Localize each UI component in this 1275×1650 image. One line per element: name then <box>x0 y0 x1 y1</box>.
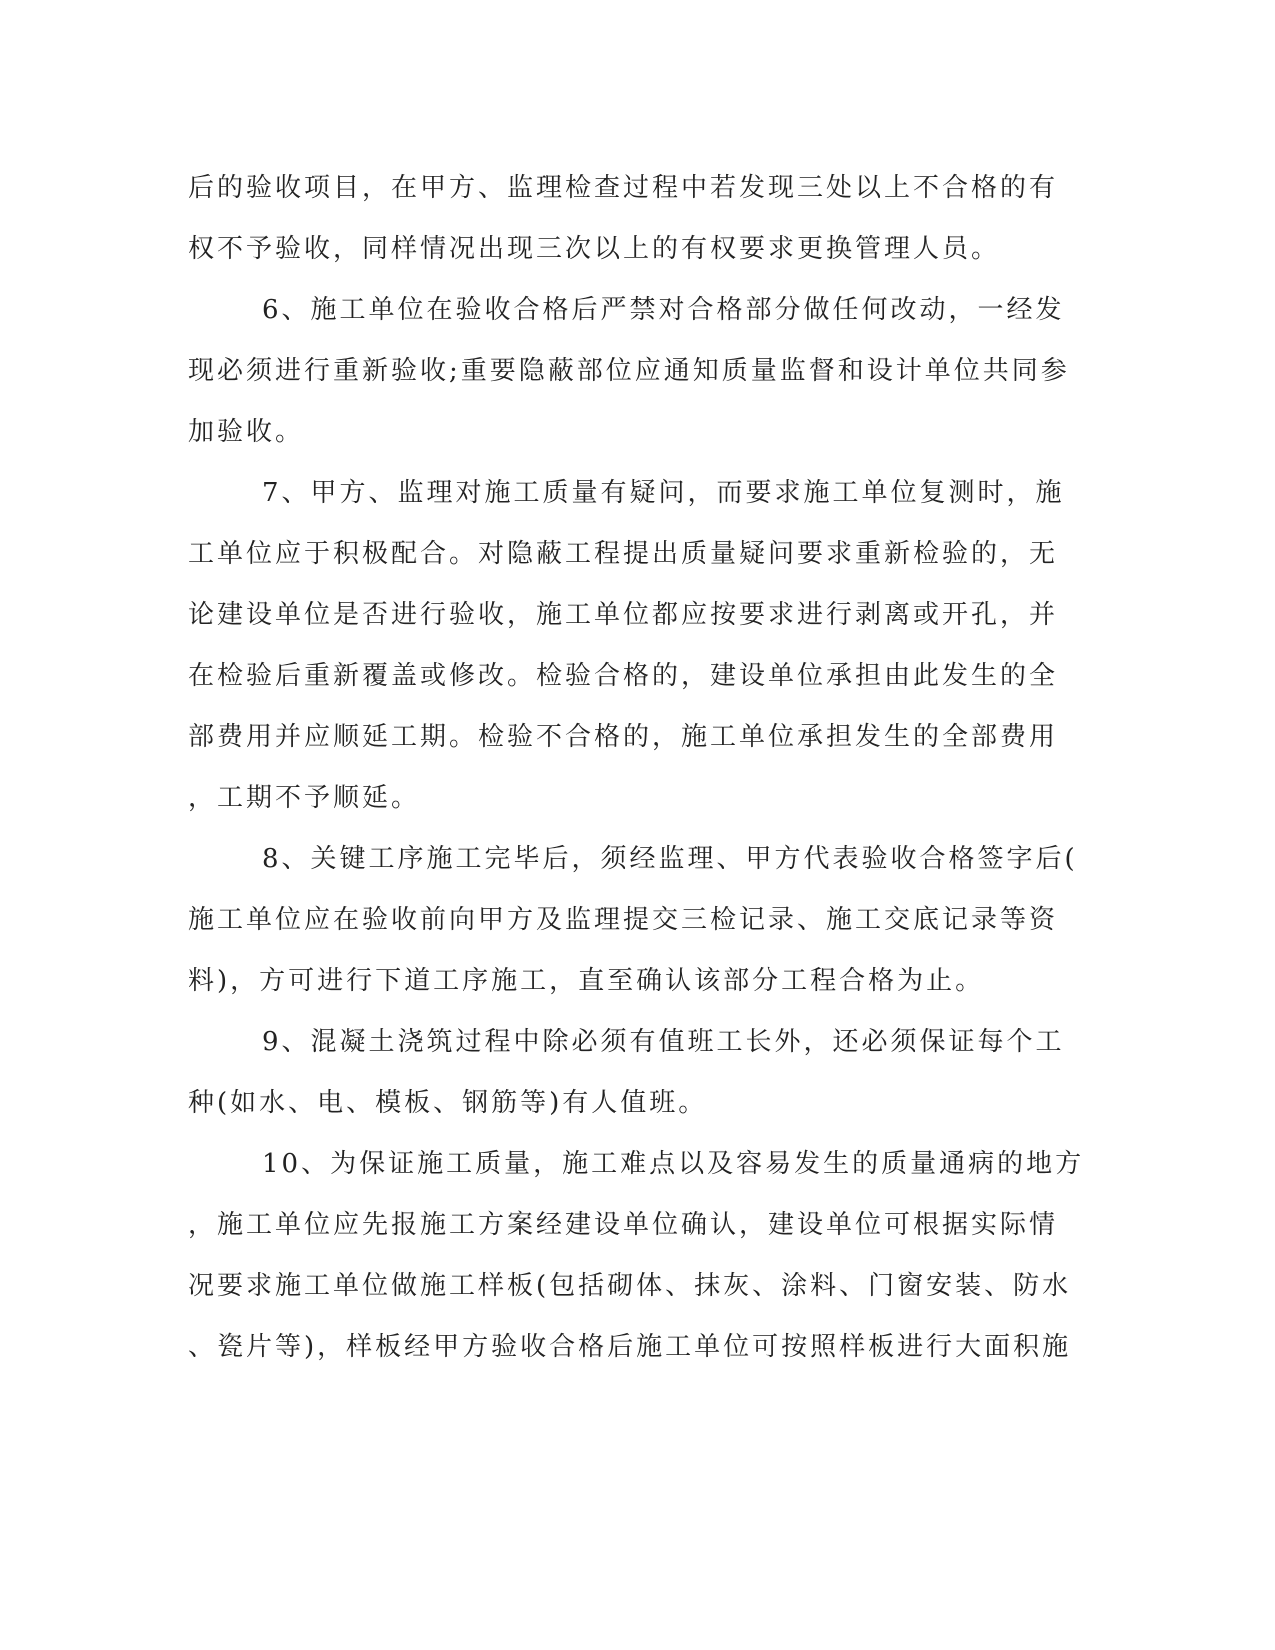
paragraph-start-line: 10、为保证施工质量，施工难点以及容易发生的质量通病的地方 <box>262 1149 1085 1179</box>
text-line: 部费用并应顺延工期。检验不合格的，施工单位承担发生的全部费用 <box>188 722 1059 752</box>
text-line: 料)，方可进行下道工序施工，直至确认该部分工程合格为止。 <box>188 966 985 996</box>
text-line: 工单位应于积极配合。对隐蔽工程提出质量疑问要求重新检验的，无 <box>188 539 1059 569</box>
text-line: 权不予验收，同样情况出现三次以上的有权要求更换管理人员。 <box>188 234 1001 264</box>
paragraph-start-line: 9、混凝土浇筑过程中除必须有值班工长外，还必须保证每个工 <box>262 1027 1065 1057</box>
text-line: 论建设单位是否进行验收，施工单位都应按要求进行剥离或开孔，并 <box>188 600 1059 630</box>
paragraph-start-line: 8、关键工序施工完毕后，须经监理、甲方代表验收合格签字后( <box>262 844 1078 874</box>
text-line: 、瓷片等)，样板经甲方验收合格后施工单位可按照样板进行大面积施 <box>188 1332 1072 1362</box>
paragraph-start-line: 6、施工单位在验收合格后严禁对合格部分做任何改动，一经发 <box>262 295 1065 325</box>
paragraph-start-line: 7、甲方、监理对施工质量有疑问，而要求施工单位复测时，施 <box>262 478 1065 508</box>
text-line: ，工期不予顺延。 <box>188 783 421 813</box>
text-line: 现必须进行重新验收;重要隐蔽部位应通知质量监督和设计单位共同参 <box>188 356 1070 386</box>
text-line: 种(如水、电、模板、钢筋等)有人值班。 <box>188 1088 708 1118</box>
text-line: 在检验后重新覆盖或修改。检验合格的，建设单位承担由此发生的全 <box>188 661 1059 691</box>
text-line: 况要求施工单位做施工样板(包括砌体、抹灰、涂料、门窗安装、防水 <box>188 1271 1072 1301</box>
text-line: 施工单位应在验收前向甲方及监理提交三检记录、施工交底记录等资 <box>188 905 1059 935</box>
text-line: 加验收。 <box>188 417 305 447</box>
document-body <box>188 158 1088 1378</box>
text-line: ，施工单位应先报施工方案经建设单位确认，建设单位可根据实际情 <box>188 1210 1059 1240</box>
text-line: 后的验收项目，在甲方、监理检查过程中若发现三处以上不合格的有 <box>188 173 1059 203</box>
